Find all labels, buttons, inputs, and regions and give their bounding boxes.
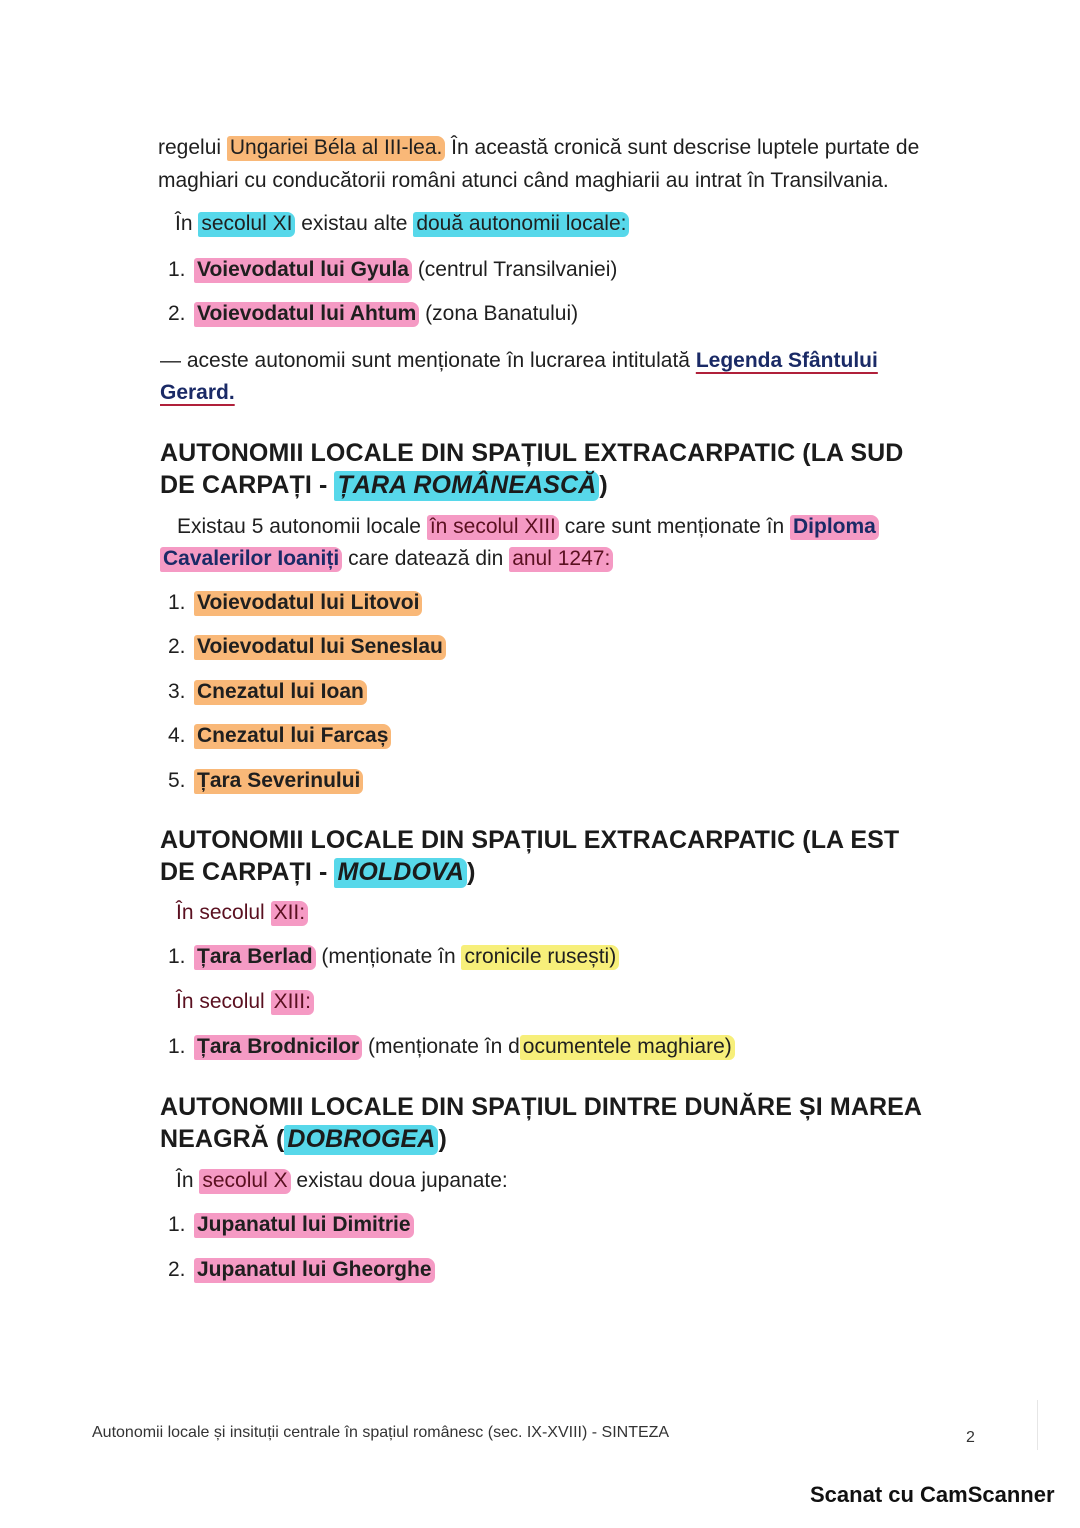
list-number: 2.: [168, 302, 186, 325]
highlight-jupanatul-dimitrie: Jupanatul lui Dimitrie: [194, 1213, 414, 1238]
highlight-voievodatul-ahtum: Voievodatul lui Ahtum: [194, 302, 419, 327]
century-12-line: [176, 897, 308, 929]
highlight-voievodatul-gyula: Voievodatul lui Gyula: [194, 258, 412, 283]
highlight-doua-autonomii: două autonomii locale:: [413, 212, 629, 237]
highlight-secolul-x: secolul X: [199, 1169, 290, 1194]
heading-dobrogea-line-1: AUTONOMII LOCALE DIN SPAȚIUL DINTRE DUNĂRE ȘI MAREA: [160, 1093, 923, 1121]
note-line-2: [160, 377, 235, 409]
list-number: 3.: [168, 680, 186, 703]
note-line: [160, 345, 878, 377]
highlight-tara-brodnicilor: Țara Brodnicilor: [194, 1035, 362, 1060]
heading-south-line-2: [160, 469, 608, 501]
list-item: [168, 941, 619, 973]
list-number: 1.: [168, 1213, 186, 1236]
list-item: [168, 631, 446, 663]
text: — aceste autonomii sunt menționate în lucrarea intitulată: [160, 349, 696, 372]
list-item: [168, 1209, 414, 1241]
text: (centrul Transilvaniei): [411, 258, 618, 281]
text: NEAGRĂ (: [160, 1125, 285, 1153]
highlight-litovoi: Voievodatul lui Litovoi: [194, 591, 422, 616]
text: (zona Banatului): [419, 302, 579, 325]
highlight-xii: XII:: [271, 901, 309, 926]
text: ): [599, 471, 608, 499]
text: DE CARPAȚI -: [160, 858, 335, 886]
highlight-xiii: XIII:: [271, 990, 314, 1015]
text: Existau 5 autonomii locale: [177, 515, 427, 538]
text: ): [467, 858, 476, 886]
list-number: 5.: [168, 769, 186, 792]
highlight-secolul-xiii: în secolul XIII: [427, 515, 559, 540]
text: În: [176, 1169, 200, 1192]
text: existau doua jupanate:: [290, 1169, 508, 1192]
camscanner-watermark: Scanat cu CamScanner: [810, 1482, 1055, 1507]
text: În: [175, 212, 199, 235]
intro-line-2: maghiari cu conducătorii români atunci când maghiarii au intrat în Transilvania.: [158, 169, 889, 192]
highlight-cronicile-rusesti: cronicile rusești): [461, 945, 619, 970]
list-item: [168, 1254, 435, 1286]
text: (menționate în d: [362, 1035, 520, 1058]
highlight-cnezatul-ioan: Cnezatul lui Ioan: [194, 680, 367, 705]
highlight-anul-1247: anul 1247:: [509, 547, 613, 572]
text: care sunt menționate în: [558, 515, 791, 538]
list-number: 1.: [168, 591, 186, 614]
highlight-cavalerilor-ioaniti: Cavalerilor Ioaniți: [160, 547, 342, 572]
highlight-ungariei: Ungariei Béla al III-lea.: [227, 136, 445, 161]
heading-east-line-2: [160, 856, 476, 888]
text: regelui: [158, 136, 227, 159]
list-item: [168, 298, 578, 330]
south-paragraph-line-2: [160, 543, 613, 575]
list-item: [168, 1031, 735, 1063]
highlight-cnezatul-farcas: Cnezatul lui Farcaș: [194, 724, 391, 749]
list-number: 1.: [168, 1035, 186, 1058]
list-item: [168, 676, 367, 708]
text: În această cronică sunt descrise luptele purtate de: [445, 136, 920, 159]
text: (menționate în: [315, 945, 462, 968]
heading-dobrogea-line-2: [160, 1123, 447, 1155]
text: DE CARPAȚI -: [160, 471, 335, 499]
century-11-line: [175, 208, 629, 240]
highlight-dobrogea: DOBROGEA: [284, 1125, 438, 1155]
highlight-secolul-xi: secolul XI: [198, 212, 295, 237]
highlight-moldova: MOLDOVA: [334, 858, 467, 888]
intro-line-1: [158, 132, 919, 164]
list-number: 4.: [168, 724, 186, 747]
text: În secolul: [176, 901, 271, 924]
legenda-link: Legenda Sfântului: [695, 349, 878, 372]
text: În secolul: [176, 990, 271, 1013]
scan-edge-line: [1037, 1400, 1038, 1450]
text: existau alte: [295, 212, 414, 235]
footer-text: Autonomii locale și insituții centrale în spațiul românesc (sec. IX-XVIII) - SINTEZA: [92, 1424, 670, 1441]
list-item: [168, 720, 391, 752]
highlight-seneslau: Voievodatul lui Seneslau: [194, 635, 446, 660]
highlight-tara-severinului: Țara Severinului: [194, 769, 363, 794]
gerard-link: Gerard.: [160, 381, 235, 404]
century-10-line: [176, 1165, 508, 1197]
highlight-tara-berlad: Țara Berlad: [194, 945, 316, 970]
page-number: 2: [966, 1429, 975, 1446]
list-number: 1.: [168, 945, 186, 968]
highlight-tara-romaneasca: ȚARA ROMÂNEASCĂ: [334, 471, 599, 501]
highlight-jupanatul-gheorghe: Jupanatul lui Gheorghe: [194, 1258, 435, 1283]
text: ): [438, 1125, 447, 1153]
heading-east-line-1: AUTONOMII LOCALE DIN SPAȚIUL EXTRACARPATIC (LA EST: [160, 826, 900, 854]
highlight-documentele-maghiare: ocumentele maghiare): [520, 1035, 735, 1060]
list-item: [168, 254, 617, 286]
century-13-line: [176, 986, 314, 1018]
south-paragraph-line-1: [177, 511, 879, 543]
list-number: 1.: [168, 258, 186, 281]
heading-south-line-1: AUTONOMII LOCALE DIN SPAȚIUL EXTRACARPATIC (LA SUD: [160, 439, 904, 467]
list-item: [168, 587, 422, 619]
list-number: 2.: [168, 1258, 186, 1281]
highlight-diploma: Diploma: [790, 515, 879, 540]
list-number: 2.: [168, 635, 186, 658]
text: care datează din: [342, 547, 510, 570]
list-item: [168, 765, 363, 797]
